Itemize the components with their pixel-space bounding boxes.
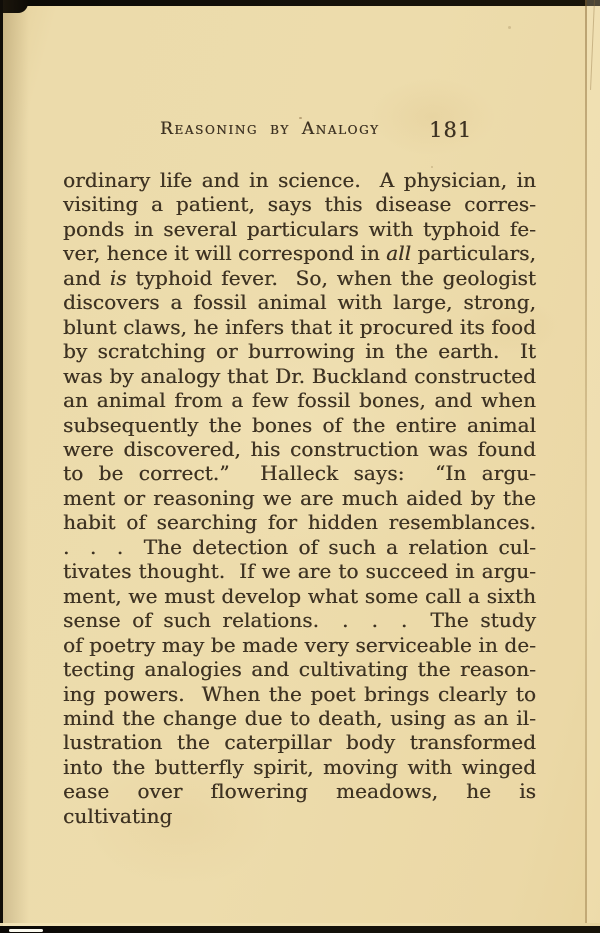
scan-edge-bottom (0, 926, 600, 933)
text-line: into the butterfly spirit, moving with winged (63, 754, 536, 779)
paper-speck (508, 26, 511, 29)
text-line: ponds in several particulars with typhoid fe- (63, 216, 536, 241)
text-line: sense of such relations. . . . The study (63, 608, 536, 633)
text-line: was by analogy that Dr. Buckland constructed (63, 363, 536, 388)
text-line: an animal from a few fossil bones, and when (63, 388, 536, 413)
text-line: . . . The detection of such a relation cul- (63, 534, 536, 559)
text-line: habit of searching for hidden resemblances. (63, 510, 536, 535)
text-line: ment, we must develop what some call a sixth (63, 583, 536, 608)
text-line: discovers a fossil animal with large, strong, (63, 290, 536, 315)
running-header (0, 118, 600, 144)
text-line: by scratching or burrowing in the earth. It (63, 339, 536, 364)
text-line: ordinary life and in science. A physician, in (63, 168, 536, 192)
text-line: mind the change due to death, using as an il- (63, 705, 536, 730)
scan-bottom-sliver (9, 929, 43, 932)
text-line: ing powers. When the poet brings clearly to (63, 681, 536, 706)
text-line: lustration the caterpillar body transformed (63, 730, 536, 755)
scan-edge-top (0, 0, 600, 6)
text-line: visiting a patient, says this disease corres- (63, 192, 536, 217)
text-line: ease over flowering meadows, he is cultivating (63, 779, 536, 828)
page-number: 181 (429, 118, 473, 142)
text-line: tecting analogies and cultivating the reason- (63, 657, 536, 682)
text-line: were discovered, his construction was found (63, 436, 536, 461)
text-line: of poetry may be made very serviceable in de- (63, 632, 536, 657)
text-line: subsequently the bones of the entire animal (63, 412, 536, 437)
text-line: tivates thought. If we are to succeed in argu- (63, 559, 536, 584)
text-line: blunt claws, he infers that it procured its food (63, 314, 536, 339)
body-text (63, 168, 536, 828)
text-line: to be correct.” Halleck says: “In argu- (63, 461, 536, 486)
chapter-title: Reasoning by Analogy (160, 119, 380, 139)
text-line: ver, hence it will correspond in all particulars, (63, 241, 536, 266)
text-line: ment or reasoning we are much aided by the (63, 485, 536, 510)
text-line: and is typhoid fever. So, when the geologist (63, 265, 536, 290)
